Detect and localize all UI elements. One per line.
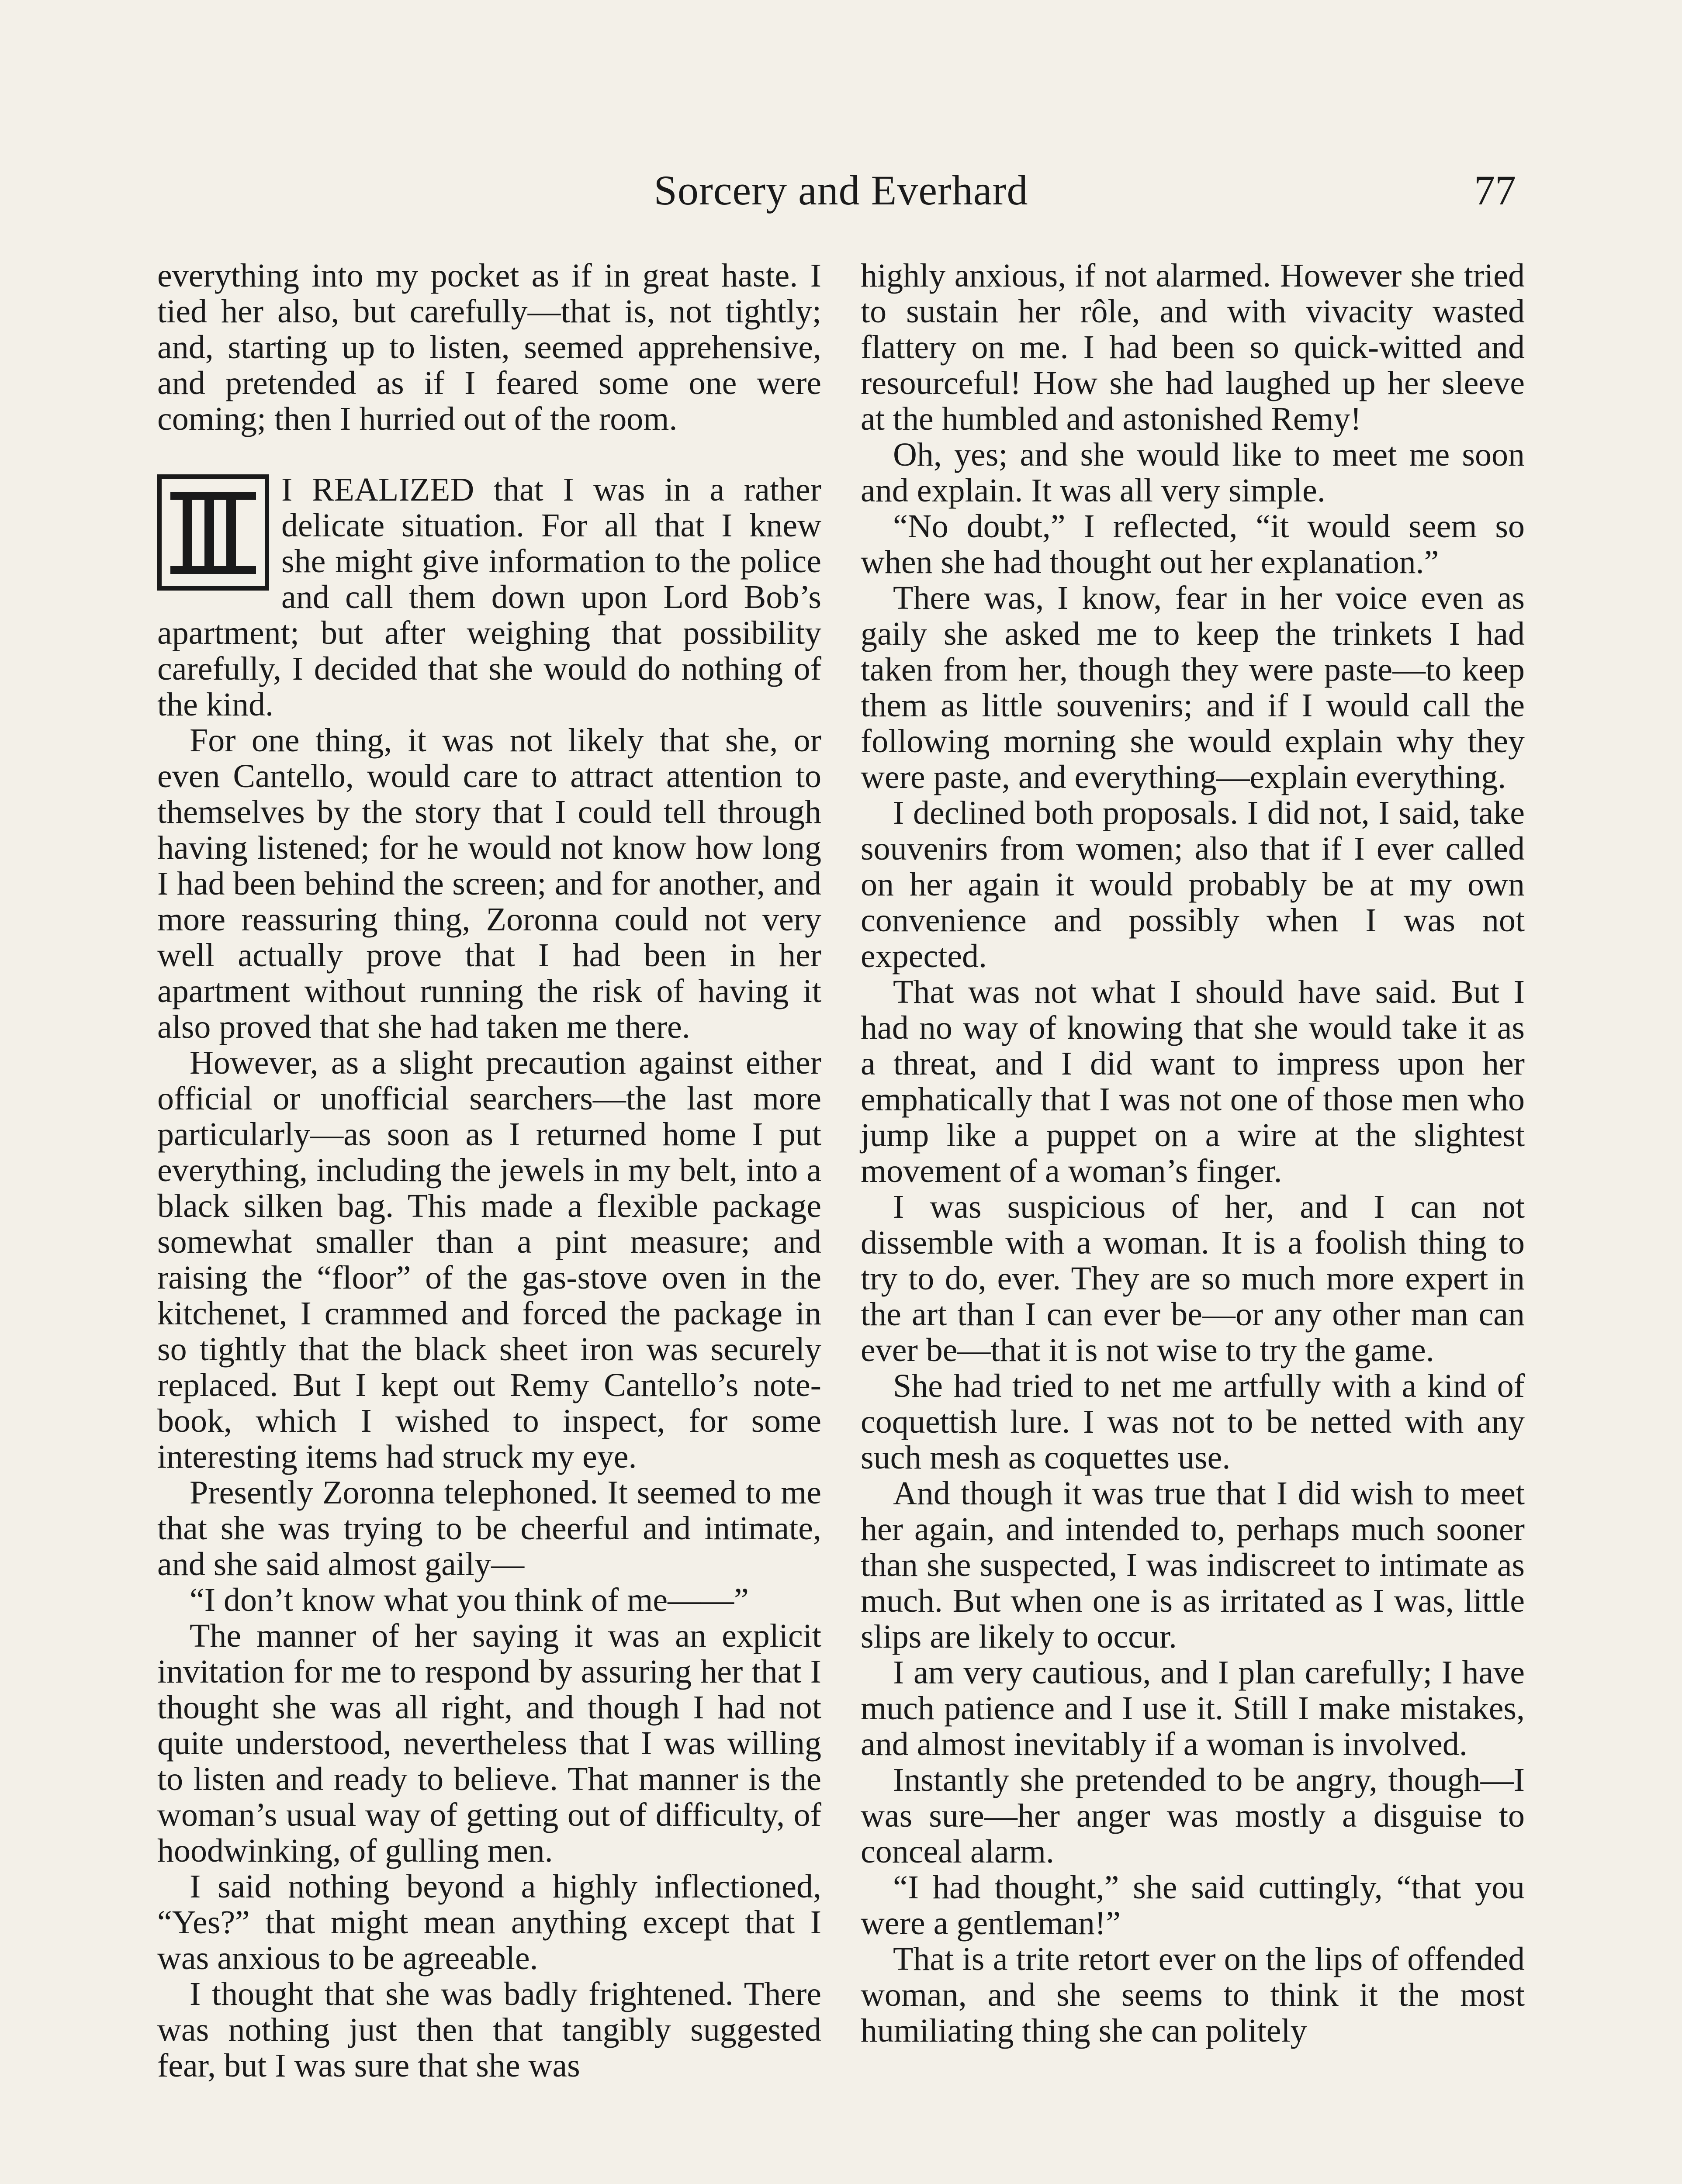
paragraph: I said nothing beyond a highly inflectioned, “Yes?” that might mean anything except that I was anxious to be agreeable. [157,1868,821,1977]
paragraph: everything into my pocket as if in great haste. I tied her also, but carefully—that is, not tightly; and, starting up to listen, seemed apprehensive, and pretended as if I feared some one were coming; then I hurried out of the room. [157,257,821,437]
ornament-rail [170,566,256,574]
paragraph: “I had thought,” she said cuttingly, “that you were a gentleman!” [861,1869,1525,1942]
paragraph: That is a trite retort ever on the lips of offended woman, and she seems to think it the most humiliating thing she can politely [861,1941,1525,2049]
running-title: Sorcery and Everhard [654,167,1028,214]
grated-window-ornament-icon [157,474,269,591]
paragraph: Instantly she pretended to be angry, though—I was sure—her anger was mostly a disguise to conceal alarm. [861,1762,1525,1870]
page-header [157,166,1525,227]
paragraph: She had tried to net me artfully with a kind of coquettish lure. I was not to be netted with any such mesh as coquettes use. [861,1368,1525,1476]
paragraph: I REALIZED that I was in a rather delicate situation. For all that I knew she might give information to the police and call them down upon Lord Bob’s apartment; but after weighing that possibility carefully, I decided that she would do nothing of the kind. [157,471,821,723]
paragraph: There was, I know, fear in her voice even as gaily she asked me to keep the trinkets I had taken from her, though they were paste—to keep them as little souvenirs; and if I would call the following morning she would explain why they were paste, and everything—explain everything. [861,580,1525,795]
ornament-bar [204,494,214,569]
paragraph: highly anxious, if not alarmed. However she tried to sustain her rôle, and with vivacity wasted flattery on me. I had been so quick-witted and resourceful! How she had laughed up her sleeve at the humbled and astonished Remy! [861,257,1525,437]
paragraph: Presently Zoronna telephoned. It seemed to me that she was trying to be cheerful and intimate, and she said almost gaily— [157,1474,821,1583]
section-break [157,437,821,472]
paragraph: I am very cautious, and I plan carefully; I have much patience and I use it. Still I make mistakes, and almost inevitably if a woman is involved. [861,1654,1525,1762]
page-number: 77 [1474,167,1516,214]
left-column [157,258,821,2084]
ornament-bar [183,494,192,569]
paragraph: For one thing, it was not likely that she, or even Cantello, would care to attract attention to themselves by the story that I could tell through having listened; for he would not know how long I had been behind the screen; and for another, and more reassuring thing, Zoronna could not very well actually prove that I had been in her apartment without running the risk of having it also proved that she had taken me there. [157,722,821,1045]
paragraph: I was suspicious of her, and I can not dissemble with a woman. It is a foolish thing to try to do, ever. They are so much more expert in the art than I can ever be—or any other man can ever be—that it is not wise to try the game. [861,1189,1525,1368]
paragraph: That was not what I should have said. But I had no way of knowing that she would take it as a threat, and I did want to impress upon her emphatically that I was not one of those men who jump like a puppet on a wire at the slightest movement of a woman’s finger. [861,974,1525,1189]
paragraph: I thought that she was badly frightened. There was nothing just then that tangibly suggested fear, but I was sure that she was [157,1976,821,2084]
ornament-bar [226,494,236,569]
paragraph: I declined both proposals. I did not, I said, take souvenirs from women; also that if I ever called on her again it would probably be at my own convenience and possibly when I was not expected. [861,795,1525,975]
paragraph: Oh, yes; and she would like to meet me soon and explain. It was all very simple. [861,436,1525,509]
paragraph: The manner of her saying it was an explicit invitation for me to respond by assuring her that I thought she was all right, and though I had not quite understood, nevertheless that I was willing to listen and ready to believe. That manner is the woman’s usual way of getting out of difficulty, of hoodwinking, of gulling men. [157,1617,821,1869]
paragraph: And though it was true that I did wish to meet her again, and intended to, perhaps much sooner than she suspected, I was indiscreet to intimate as much. But when one is as irritated as I was, little slips are likely to occur. [861,1475,1525,1655]
paragraph: “No doubt,” I reflected, “it would seem so when she had thought out her explanation.” [861,508,1525,581]
right-column [861,258,1525,2049]
paragraph: However, as a slight precaution against either official or unofficial searchers—the last more particularly—as soon as I returned home I put everything, including the jewels in my belt, into a black silken bag. This made a flexible package somewhat smaller than a pint measure; and raising the “floor” of the gas-stove oven in the kitchenet, I crammed and forced the package in so tightly that the black sheet iron was securely replaced. But I kept out Remy Cantello’s note-book, which I wished to inspect, for some interesting items had struck my eye. [157,1044,821,1475]
paragraph: “I don’t know what you think of me——” [190,1582,749,1618]
